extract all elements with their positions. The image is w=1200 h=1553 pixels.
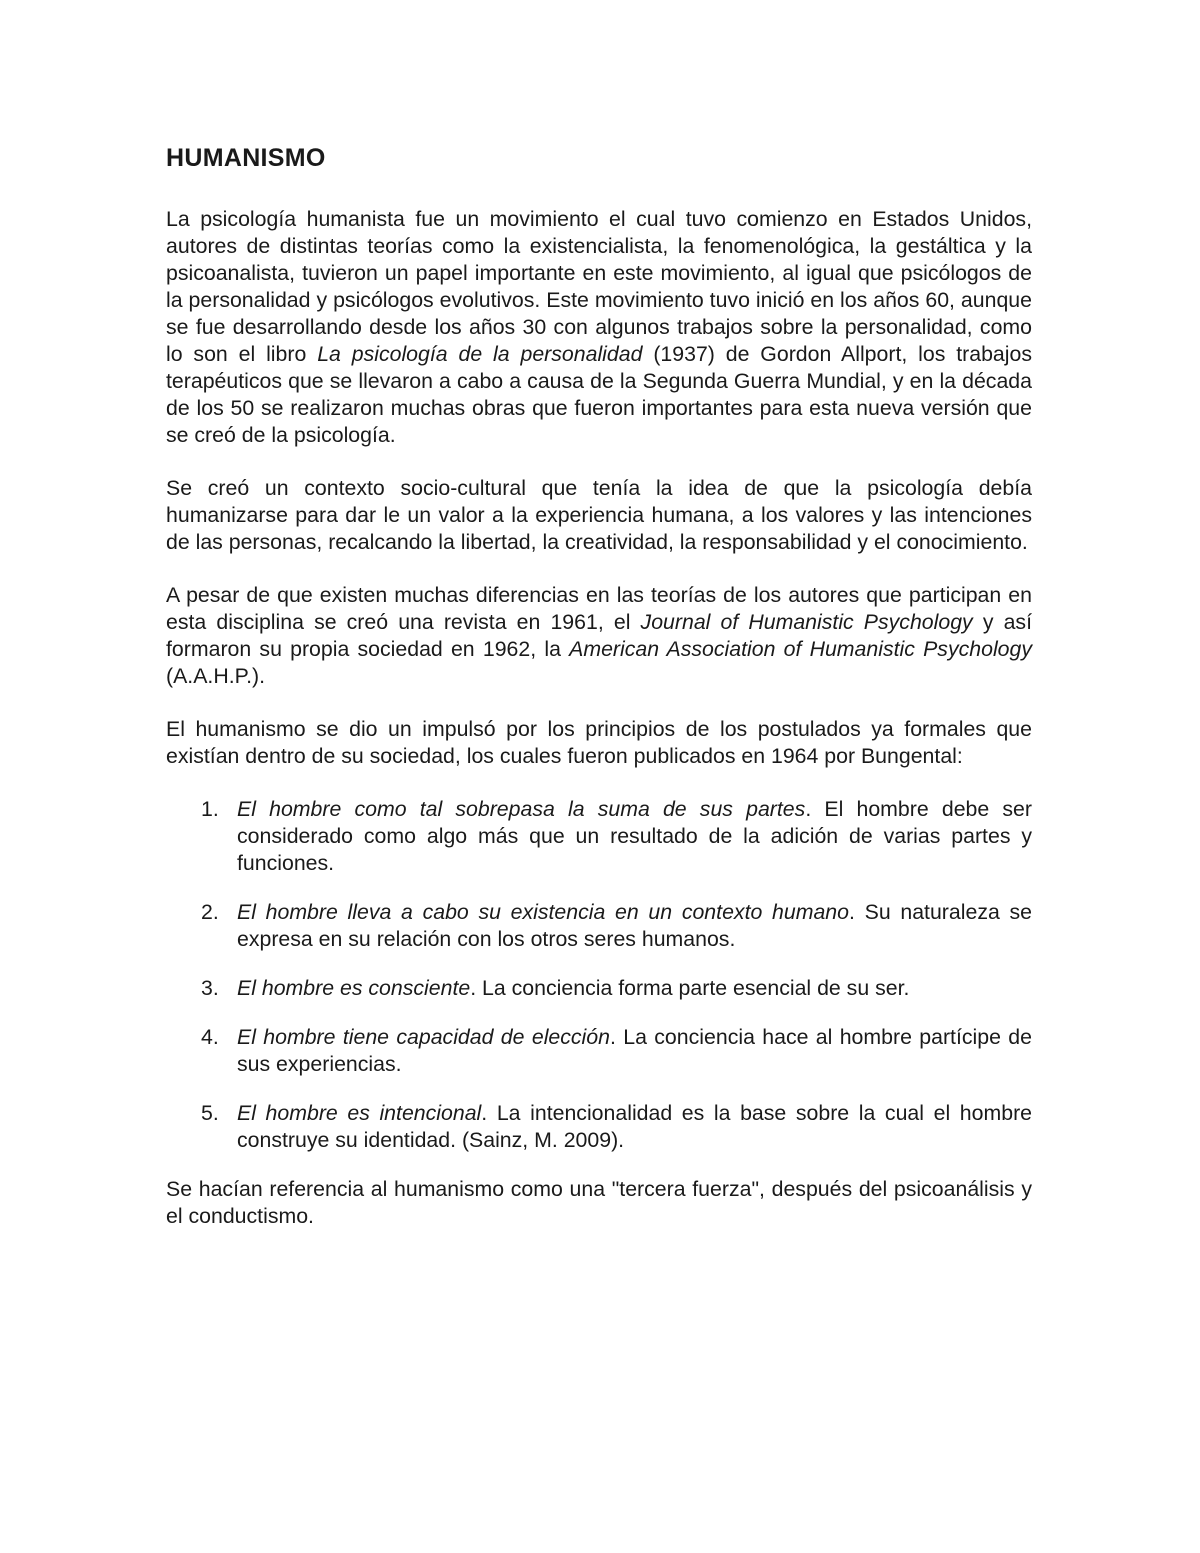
list-item-text: . La conciencia forma parte esencial de su ser.: [470, 976, 910, 1000]
list-item: [166, 796, 1032, 877]
paragraph-intro-text-1: La psicología humanista fue un movimiento el cual tuvo comienzo en Estados Unidos, autores de distintas teorías como la existencialista, la fenomenológica, la gestáltica y la psicoanalista, tuvieron un papel importante en este movimiento, al igual que psicólogos de la personalidad y psicólogos evolutivos. Este movimiento tuvo inició en los años 60, aunque se fue desarrollando desde los años 30 con algunos trabajos sobre la personalidad, como lo son el libro: [166, 207, 1032, 366]
list-item-text: . El hombre debe ser considerado como algo más que un resultado de la adición de varias partes y funciones.: [237, 797, 1032, 875]
list-item-italic: El hombre como tal sobrepasa la suma de sus partes: [237, 797, 806, 821]
list-item-number: 1.: [201, 797, 219, 821]
paragraph-journal-text-1: A pesar de que existen muchas diferencias en las teorías de los autores que participan en esta disciplina se creó una revista en 1961, el: [166, 583, 1032, 634]
list-item-number: 4.: [201, 1025, 219, 1049]
list-item-text: . La conciencia hace al hombre partícipe de sus experiencias.: [237, 1025, 1032, 1076]
list-item-text: . Su naturaleza se expresa en su relación con los otros seres humanos.: [237, 900, 1033, 951]
list-item-number: 5.: [201, 1101, 219, 1125]
list-item: [166, 899, 1032, 953]
list-item-italic: El hombre es consciente: [237, 976, 471, 1000]
paragraph-third-force: Se hacían referencia al humanismo como una "tercera fuerza", después del psicoanálisis y el conductismo.: [166, 1177, 1032, 1228]
list-item-number: 2.: [201, 900, 219, 924]
paragraph-intro-text-2: (1937) de Gordon Allport, los trabajos terapéuticos que se llevaron a cabo a causa de la Segunda Guerra Mundial, y en la década de los 50 se realizaron muchas obras que fueron importantes para esta nueva versión que se creó de la psicología.: [166, 342, 1033, 447]
list-item: [166, 975, 1032, 1002]
list-item-italic: El hombre lleva a cabo su existencia en un contexto humano: [237, 900, 849, 924]
paragraph-journal-text-2: y así formaron su propia sociedad en 1962, la: [166, 610, 1032, 661]
paragraph-intro: [166, 206, 1032, 449]
list-item-text: . La intencionalidad es la base sobre la cual el hombre construye su identidad. (Sainz, M. 2009).: [237, 1101, 1033, 1152]
association-title: American Association of Humanistic Psychology: [569, 637, 1033, 661]
list-item-italic: El hombre es intencional: [237, 1101, 482, 1125]
postulates-list: [166, 796, 1032, 1154]
document-title: HUMANISMO: [166, 144, 326, 172]
list-item: [166, 1024, 1032, 1078]
book-title: La psicología de la personalidad: [317, 342, 643, 366]
paragraph-journal-text-3: (A.A.H.P.).: [166, 664, 266, 688]
list-item: [166, 1100, 1032, 1154]
list-item-italic: El hombre tiene capacidad de elección: [237, 1025, 610, 1049]
paragraph-journal: [166, 582, 1032, 690]
list-item-number: 3.: [201, 976, 219, 1000]
paragraph-postulates-intro: El humanismo se dio un impulsó por los principios de los postulados ya formales que existían dentro de su sociedad, los cuales fueron publicados en 1964 por Bungental:: [166, 717, 1032, 768]
paragraph-context: Se creó un contexto socio-cultural que tenía la idea de que la psicología debía humanizarse para dar le un valor a la experiencia humana, a los valores y las intenciones de las personas, recalcando la libertad, la creatividad, la responsabilidad y el conocimiento.: [166, 476, 1032, 554]
journal-title: Journal of Humanistic Psychology: [640, 610, 973, 634]
document-page: [166, 138, 1032, 1230]
